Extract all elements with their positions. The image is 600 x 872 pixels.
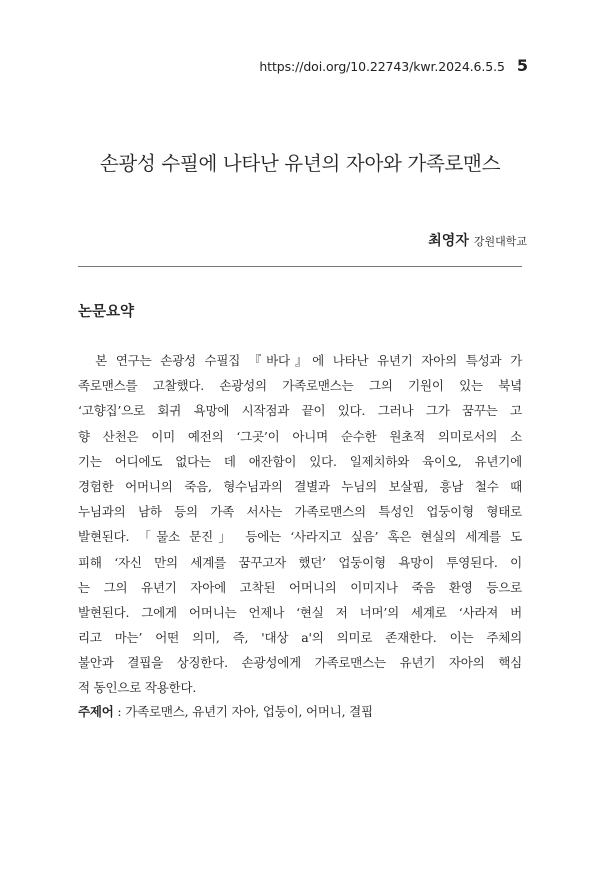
abstract-heading: 논문요약: [78, 304, 135, 320]
keywords-text: 가족로맨스, 유년기 자아, 업둥이, 어머니, 결핍: [125, 704, 373, 719]
author-name: 최영자: [428, 233, 469, 249]
abstract-line: 발현된다. 그에게 어머니는 언제나 ‘현실 저 너머’의 세계로 ‘사라져 버: [78, 604, 522, 620]
abstract-line: 발현된다. 「물소 문진」 등에는 ‘사라지고 싶음’ 혹은 현실의 세계를 도: [78, 529, 522, 545]
abstract-line: 피해 ‘자신 만의 세계를 꿈꾸고자 했던’ 업둥이형 욕망이 투영된다. 이: [78, 554, 522, 570]
abstract-line: 본 연구는 손광성 수필집 『바다』에 나타난 유년기 자아의 특성과 가: [78, 353, 522, 368]
page-number: 5: [516, 56, 528, 75]
abstract-line: 향 산천은 이미 예전의 ‘그곳’이 아니며 순수한 원초적 의미로서의 소: [78, 428, 522, 444]
author-affiliation: 강원대학교: [473, 235, 527, 248]
keywords-label: 주제어: [78, 704, 114, 719]
keywords-separator: :: [113, 704, 126, 719]
abstract-line: 리고 마는’ 어떤 의미, 즉, '대상 a'의 의미로 존재한다. 이는 주체의: [78, 630, 522, 646]
running-header: [259, 56, 528, 75]
abstract-line: 경험한 어머니의 죽음, 형수님과의 결별과 누님의 보살핌, 흥남 철수 때: [78, 478, 522, 494]
doi-link[interactable]: https://doi.org/10.22743/kwr.2024.6.5.5: [259, 59, 505, 74]
paper-title: 손광성 수필에 나타난 유년의 자아와 가족로맨스: [99, 152, 501, 175]
abstract-body: [78, 348, 522, 701]
title-divider: [78, 266, 522, 267]
abstract-line: 는 그의 유년기 자아에 고착된 어머니의 이미지나 죽음 환영 등으로: [78, 579, 522, 595]
abstract-line: 누님과의 남하 등의 가족 서사는 가족로맨스의 특성인 업둥이형 형태로: [78, 504, 522, 520]
keywords-line: [78, 702, 373, 720]
abstract-line: ‘고향집’으로 회귀 욕망에 시작점과 끝이 있다. 그러나 그가 꿈꾸는 고: [78, 403, 522, 419]
abstract-line: 기는 어디에도 없다는 데 애잔함이 있다. 일제치하와 육이오, 유년기에: [78, 453, 522, 469]
abstract-line: 적 동인으로 작용한다.: [78, 680, 197, 696]
abstract-line: 불안과 결핍을 상징한다. 손광성에게 가족로맨스는 유년기 자아의 핵심: [78, 655, 522, 671]
author-block: [428, 230, 527, 250]
abstract-line: 족로맨스를 고찰했다. 손광성의 가족로맨스는 그의 기원이 있는 북녘: [78, 378, 522, 394]
